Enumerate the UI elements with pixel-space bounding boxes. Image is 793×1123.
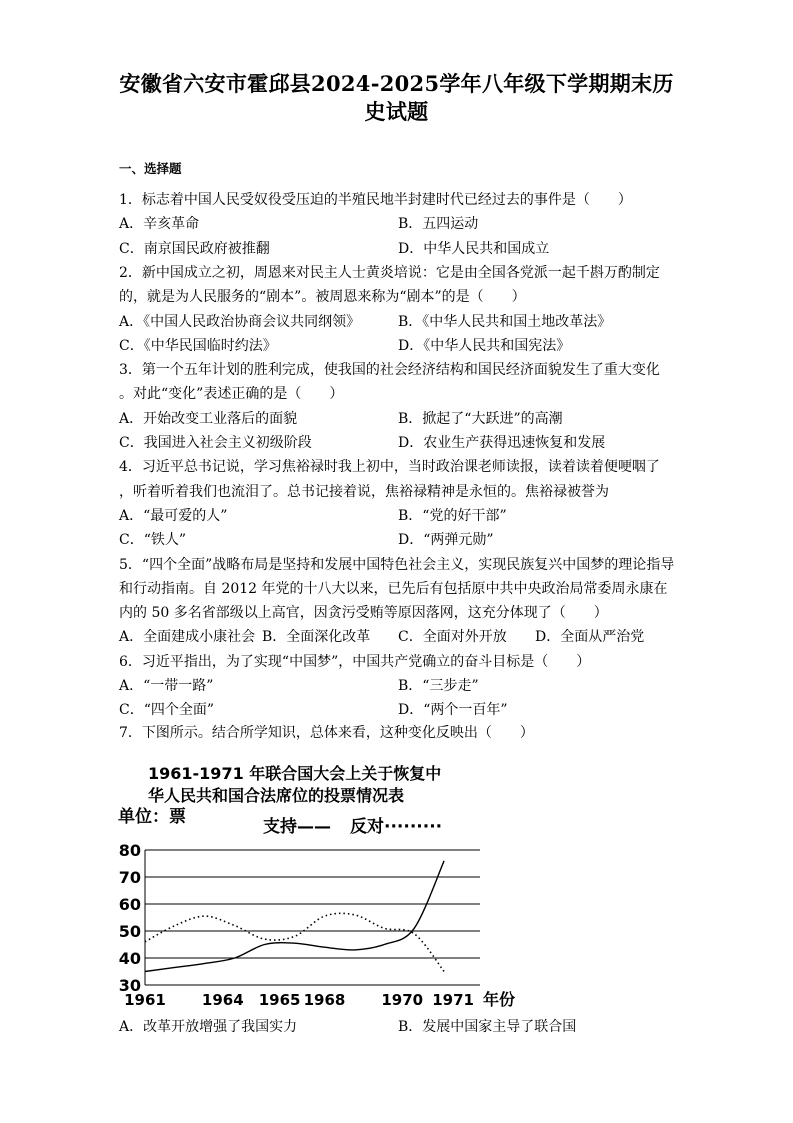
question-1-option[interactable]: B．五四运动 <box>398 216 479 233</box>
question-6-option[interactable]: D．“两个一百年” <box>398 702 508 719</box>
question-6-option[interactable]: C．“四个全面” <box>119 702 215 719</box>
unit-label: 单位：票 <box>118 807 186 827</box>
question-2-option[interactable]: B．《中华人民共和国土地改革法》 <box>398 313 612 330</box>
vote-line-chart <box>118 800 528 1012</box>
oppose-series-line <box>145 913 444 971</box>
question-4-stem: 4．习近平总书记说，学习焦裕禄时我上初中，当时政治课老师读报，读着读着便哽咽了 <box>119 459 660 476</box>
y-tick-label: 50 <box>118 922 141 941</box>
chart-title-line1: 1961-1971 年联合国大会上关于恢复中 <box>148 764 442 783</box>
question-2-option[interactable]: D．《中华人民共和国宪法》 <box>398 337 571 354</box>
doc-title-line1: 安徽省六安市霍邱县2024-2025学年八年级下学期期末历 <box>119 71 674 96</box>
section-heading: 一、选择题 <box>119 161 182 176</box>
question-4-option[interactable]: B．“党的好干部” <box>398 507 507 524</box>
question-3-option[interactable]: B．掀起了“大跃进”的高潮 <box>398 410 563 427</box>
question-1-option[interactable]: A．辛亥革命 <box>119 216 200 233</box>
question-7-stem: 7．下图所示。结合所学知识，总体来看，这种变化反映出（ ） <box>119 725 534 741</box>
x-tick-label: 1968 <box>303 991 346 1009</box>
x-tick-label: 1971 <box>432 991 474 1009</box>
question-3-option[interactable]: C．我国进入社会主义初级阶段 <box>119 435 312 451</box>
question-5-stem: 内的 50 多名省部级以上高官，因贪污受贿等原因落网，这充分体现了（ ） <box>119 605 608 622</box>
question-5-option[interactable]: D．全面从严治党 <box>535 629 645 646</box>
question-5-stem: 5．“四个全面”战略布局是坚持和发展中国特色社会主义，实现民族复兴中国梦的理论指导 <box>119 556 675 573</box>
question-4-stem: ，听着听着我们也流泪了。总书记接着说，焦裕禄精神是永恒的。焦裕禄被誉为 <box>119 483 609 500</box>
x-tick-label: 1961 <box>124 991 166 1009</box>
legend-support: 支持—— <box>263 817 331 837</box>
chart-title-line2: 华人民共和国合法席位的投票情况表 <box>148 786 405 805</box>
question-2-stem: 的，就是为人民服务的“剧本”。被周恩来称为“剧本”的是（ ） <box>119 289 526 306</box>
question-3-option[interactable]: A．开始改变工业落后的面貌 <box>119 410 298 427</box>
y-tick-label: 40 <box>118 949 141 968</box>
legend-oppose: 反对········· <box>350 817 443 837</box>
question-4-option[interactable]: C．“铁人” <box>119 532 187 549</box>
question-5-option[interactable]: A．全面建成小康社会 <box>119 629 256 646</box>
question-6-option[interactable]: A．“一带一路” <box>119 678 214 694</box>
x-axis-label: 年份 <box>483 990 516 1009</box>
question-1-option[interactable]: D．中华人民共和国成立 <box>398 240 550 257</box>
question-2-option[interactable]: C．《中华民国临时约法》 <box>119 337 277 354</box>
question-3-stem: 3．第一个五年计划的胜利完成，使我国的社会经济结构和国民经济面貌发生了重大变化 <box>119 362 660 379</box>
question-2-stem: 2．新中国成立之初，周恩来对民主人士黄炎培说：它是由全国各党派一起千斟万酌制定 <box>119 264 660 281</box>
question-1-option[interactable]: C．南京国民政府被推翻 <box>119 240 270 257</box>
question-7-option[interactable]: B．发展中国家主导了联合国 <box>398 1019 577 1035</box>
x-tick-label: 1964 <box>201 991 244 1009</box>
y-tick-label: 70 <box>118 868 141 887</box>
question-4-option[interactable]: A．“最可爱的人” <box>119 507 228 524</box>
y-tick-label: 80 <box>118 841 141 860</box>
y-tick-label: 60 <box>118 895 141 914</box>
doc-title-line2: 史试题 <box>364 99 429 124</box>
question-6-stem: 6．习近平指出，为了实现“中国梦”，中国共产党确立的奋斗目标是（ ） <box>119 653 591 670</box>
x-tick-label: 1970 <box>381 991 424 1009</box>
question-3-option[interactable]: D．农业生产获得迅速恢复和发展 <box>398 435 606 451</box>
question-3-stem: 。对此“变化”表述正确的是（ ） <box>119 386 344 403</box>
x-tick-label: 1965 <box>258 991 301 1009</box>
question-1-stem: 1．标志着中国人民受奴役受压迫的半殖民地半封建时代已经过去的事件是（ ） <box>119 192 632 208</box>
question-5-option[interactable]: B．全面深化改革 <box>262 629 371 646</box>
question-6-option[interactable]: B．“三步走” <box>398 678 479 694</box>
y-tick-label: 30 <box>118 976 141 995</box>
question-4-option[interactable]: D．“两弹元勋” <box>398 532 494 549</box>
question-7-option[interactable]: A．改革开放增强了我国实力 <box>119 1019 298 1035</box>
question-2-option[interactable]: A．《中国人民政治协商会议共同纲领》 <box>119 313 361 330</box>
question-5-option[interactable]: C．全面对外开放 <box>398 629 507 646</box>
question-5-stem: 和行动指南。自 2012 年党的十八大以来，已先后有包括原中共中央政治局常委周永康在 <box>119 580 668 597</box>
